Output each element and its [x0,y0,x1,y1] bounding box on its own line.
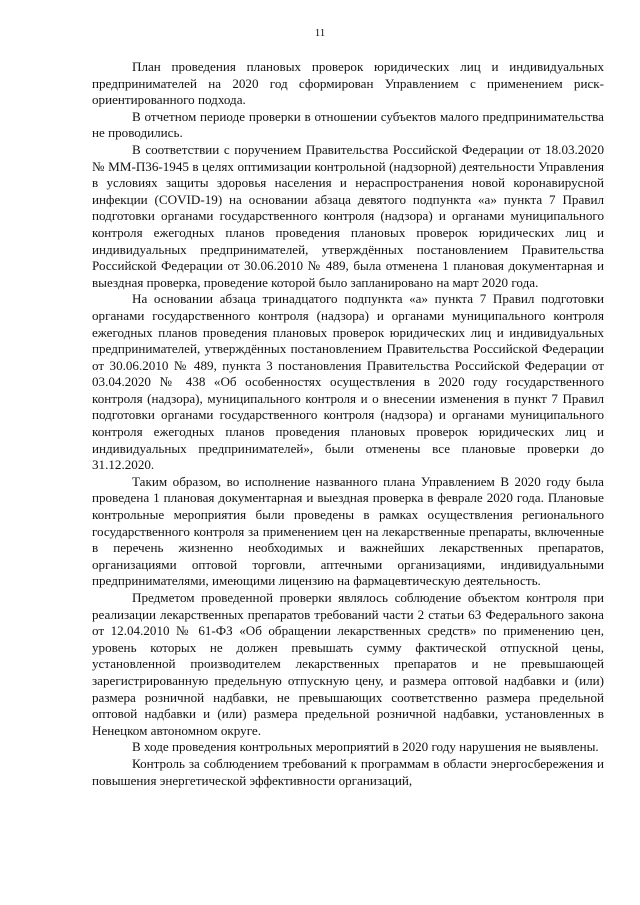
paragraph-plan: План проведения плановых проверок юридических лиц и индивидуальных предпринимателей на 2020 год сформирован Управлением с применением риск-ориентированного подхода. [92,59,604,108]
paragraph-covid-order: В соответствии с поручением Правительства Российской Федерации от 18.03.2020 № ММ-П36-1945 в целях оптимизации контрольной (надзорной) деятельности Управления в условиях защиты здоровья населения и нераспространения новой коронавирусной инфекции (COVID-19) на основании абзаца девятого подпункта «а» пункта 7 Правил подготовки органами государственного контроля (надзора) и органами муниципального контроля ежегодных планов проведения плановых проверок юридических лиц и индивидуальных предпринимателей, утверждённых постановлением Правительства Российской Федерации от 30.06.2010 № 489, была отменена 1 плановая документарная и выездная проверка, проведение которой было запланировано на март 2020 года. [92,141,604,290]
paragraph-cancelled-inspections: На основании абзаца тринадцатого подпункта «а» пункта 7 Правил подготовки органами государственного контроля (надзора) и органами муниципального контроля ежегодных планов проведения плановых проверок юридических лиц и индивидуальных предпринимателей, утверждённых постановлением Правительства Российской Федерации от 30.06.2010 № 489, пункта 3 постановления Правительства Российской Федерации от 03.04.2020 № 438 «Об особенностях осуществления в 2020 году государственного контроля (надзора), муниципального контроля и о внесении изменения в пункт 7 Правил подготовки органами государственного контроля (надзора) и органами муниципального контроля ежегодных планов проведения плановых проверок юридических лиц и индивидуальных предпринимателей», были отменены все плановые проверки до 31.12.2020. [92,291,604,473]
paragraph-energy-control: Контроль за соблюдением требований к программам в области энергосбережения и повышения энергетической эффективности организаций, [92,755,604,788]
paragraph-inspection-conducted: Таким образом, во исполнение названного плана Управлением В 2020 году была проведена 1 плановая документарная и выездная проверка в феврале 2020 года. Плановые контрольные мероприятия были проведены в рамках осуществления регионального государственного контроля за применением цен на лекарственные препараты, включенные в перечень жизненно необходимых и важнейших лекарственных препаратов, организациями оптовой торговли, аптечными организациями, индивидуальными предпринимателями, имеющими лицензию на фармацевтическую деятельность. [92,473,604,589]
paragraph-small-business: В отчетном периоде проверки в отношении субъектов малого предпринимательства не проводились. [92,108,604,141]
paragraph-no-violations: В ходе проведения контрольных мероприятий в 2020 году нарушения не выявлены. [132,739,599,755]
paragraph-inspection-subject: Предметом проведенной проверки являлось соблюдение объектом контроля при реализации лекарственных препаратов требований части 2 статьи 63 Федерального закона от 12.04.2010 № 61-ФЗ «Об обращении лекарственных средств» по применению цен, уровень которых не должен превышать сумму фактической отпускной цены, установленной производителем лекарственных препаратов и не превышающей зарегистрированную предельную отпускную цену, и размера оптовой надбавки и (или) размера розничной надбавки, не превышающих соответственно размера предельной оптовой надбавки и (или) размера предельной розничной надбавки, установленных в Ненецком автономном округе. [92,590,604,738]
page-number: 11 [314,27,326,39]
document-body [92,59,604,789]
